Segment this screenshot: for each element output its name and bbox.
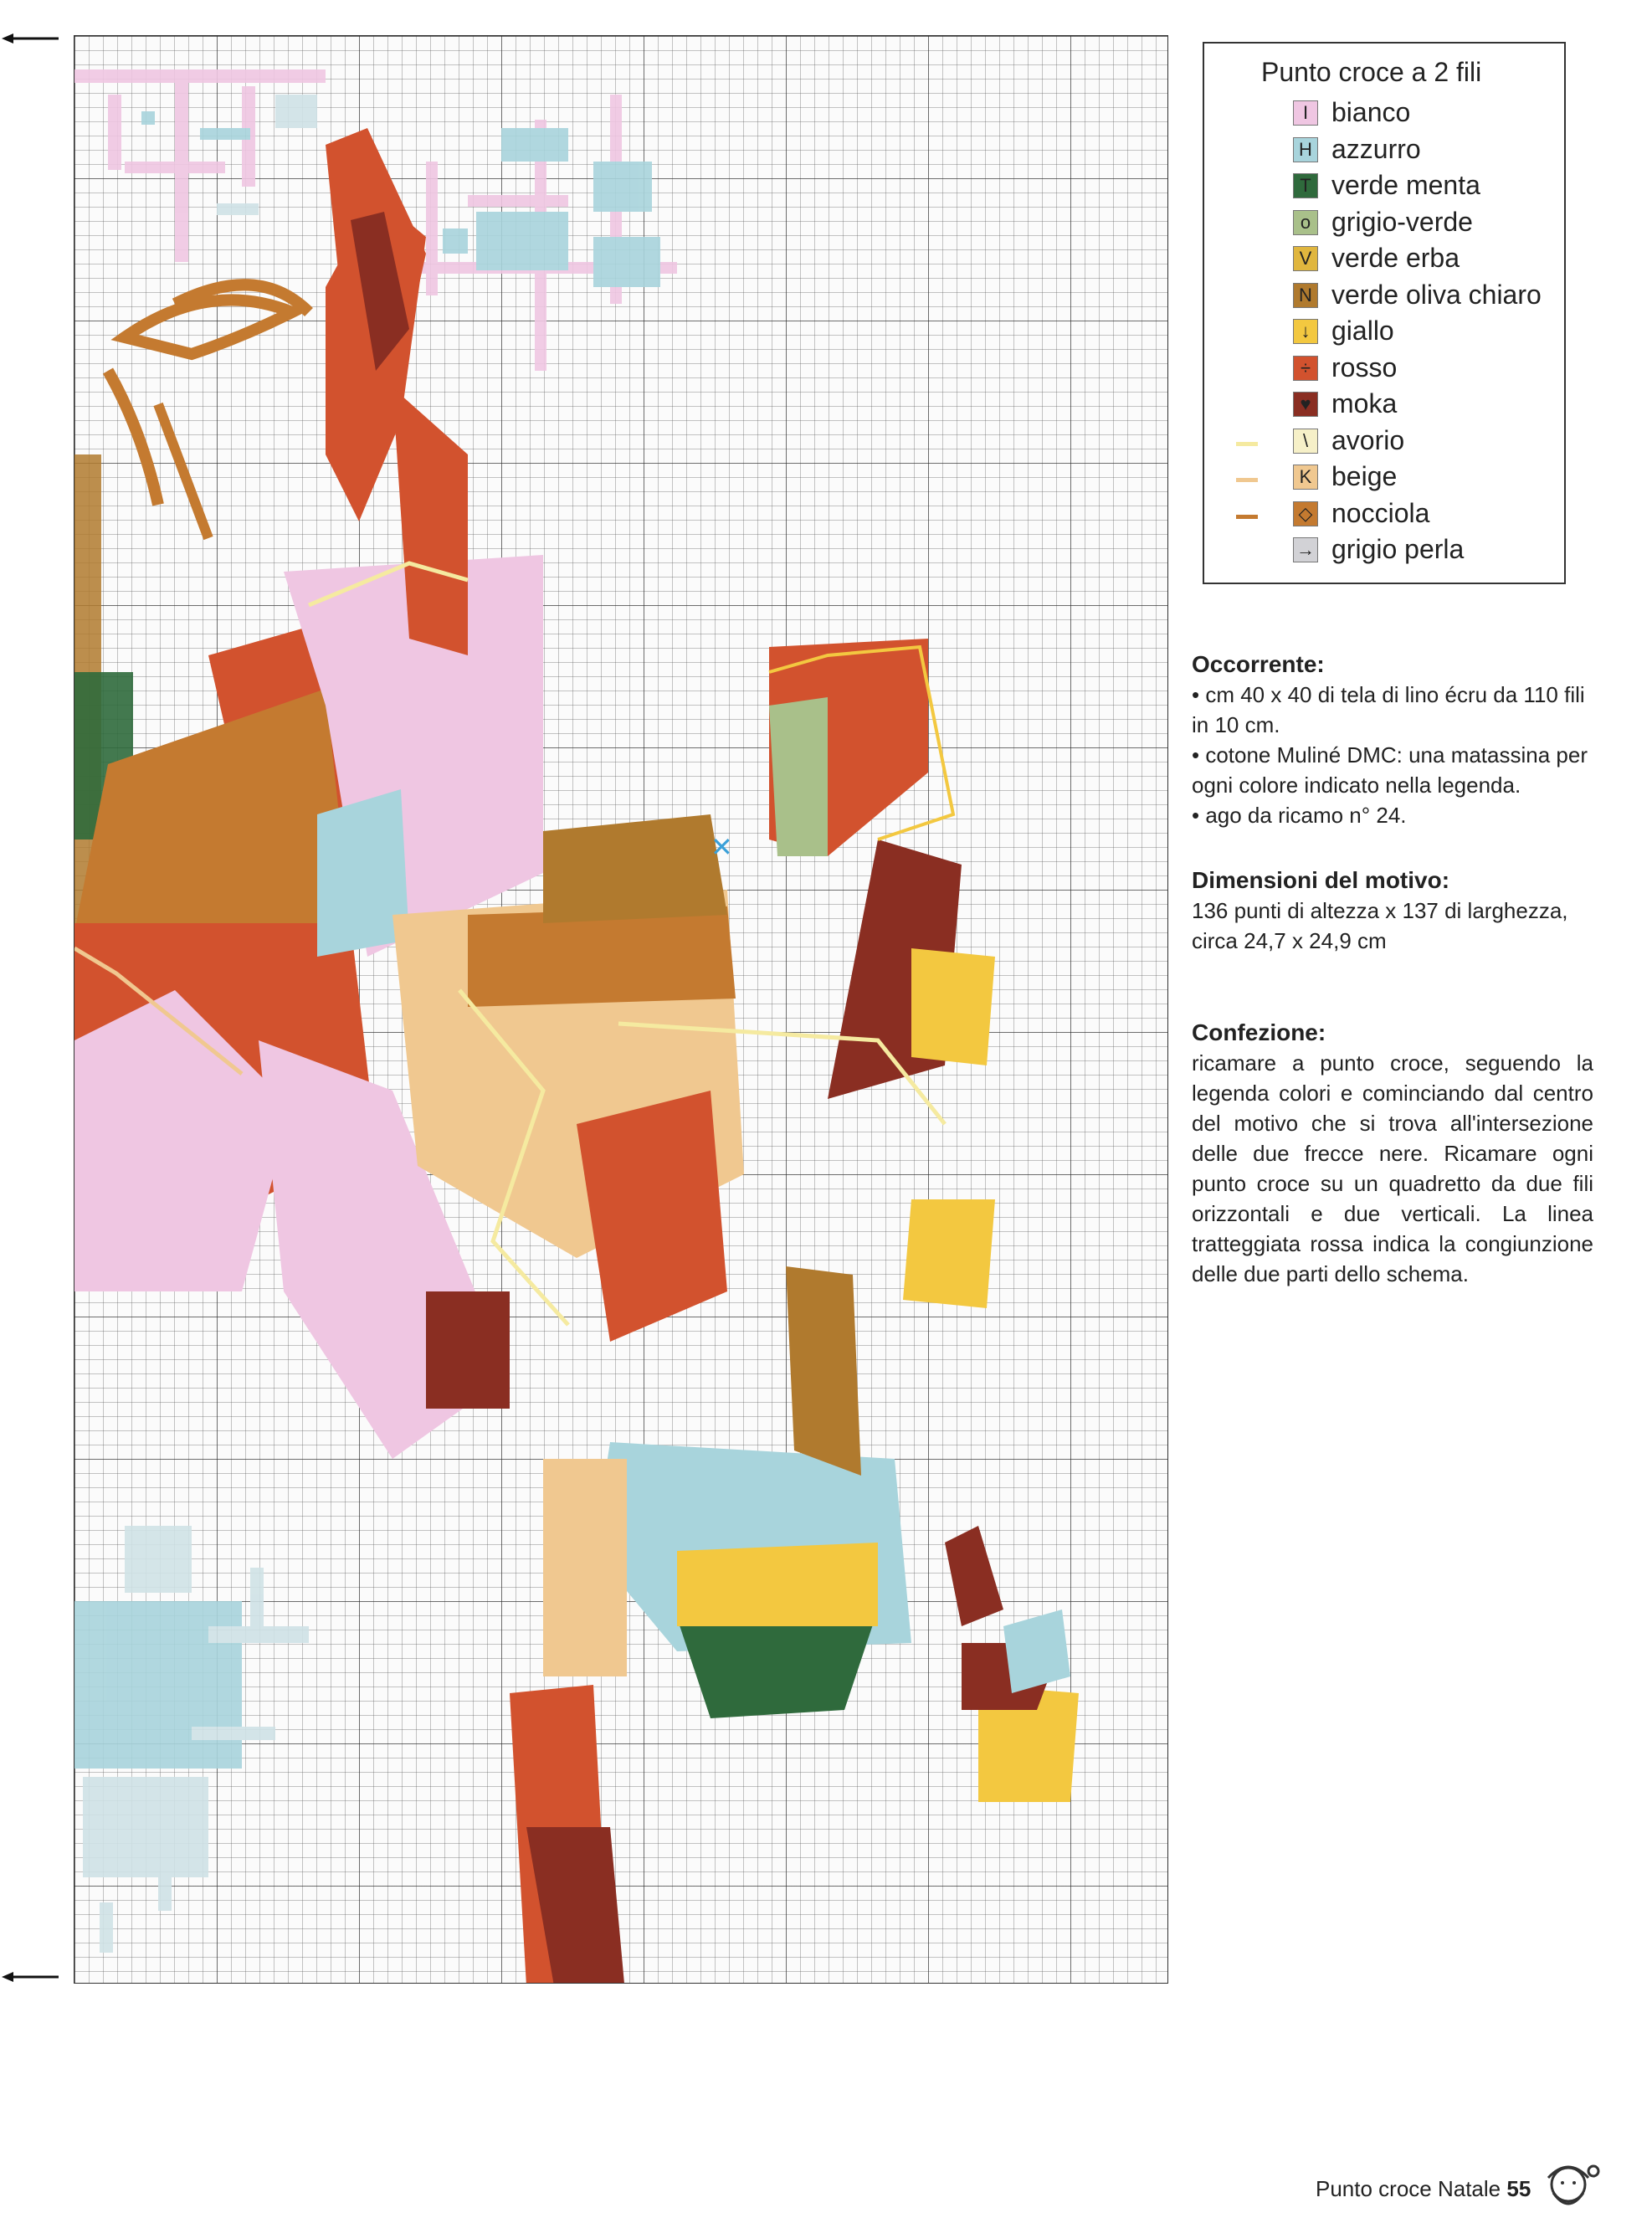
- legend-item: [1236, 388, 1562, 424]
- legend-label: verde menta: [1331, 170, 1480, 200]
- snowflake-top-right: [401, 95, 677, 371]
- legend-item: [1236, 243, 1562, 278]
- page-number: 55: [1506, 2176, 1531, 2201]
- legend-label: verde oliva chiaro: [1331, 279, 1542, 310]
- materials-item-1: • cm 40 x 40 di tela di lino écru da 110 fili in 10 cm.: [1192, 682, 1585, 737]
- legend-item: [1236, 170, 1562, 205]
- legend-label: giallo: [1331, 316, 1394, 346]
- cross-stitch-chart: [74, 35, 1168, 1984]
- legend-line-swatch: [1236, 515, 1258, 519]
- snowflake-top-left: [74, 69, 326, 262]
- legend-item: [1236, 498, 1562, 533]
- dimensions-section: [1192, 865, 1593, 956]
- footer-title: Punto croce Natale: [1316, 2176, 1501, 2201]
- dimensions-heading: Dimensioni del motivo:: [1192, 867, 1450, 893]
- ornament-bow: [108, 285, 309, 538]
- center-arrow-bottom-icon: [2, 1970, 60, 1984]
- legend-swatch: I: [1293, 100, 1318, 126]
- legend-item: [1236, 280, 1562, 315]
- legend-label: rosso: [1331, 352, 1398, 382]
- legend-item: [1236, 461, 1562, 496]
- legend-line-swatch: [1236, 442, 1258, 446]
- instructions-section: [1192, 1018, 1593, 1289]
- legend-item: [1236, 534, 1562, 569]
- legend-item: [1236, 316, 1562, 351]
- legend-label: bianco: [1331, 97, 1411, 127]
- legend-swatch: o: [1293, 210, 1318, 235]
- legend-swatch: ↓: [1293, 319, 1318, 344]
- legend-item: [1236, 207, 1562, 242]
- legend-swatch: K: [1293, 465, 1318, 490]
- materials-item-2: • cotone Muliné DMC: una matassina per ogni colore indicato nella legenda.: [1192, 742, 1588, 798]
- legend-label: moka: [1331, 388, 1398, 418]
- page-footer: [1316, 2176, 1531, 2202]
- legend-item: [1236, 425, 1562, 460]
- legend-title: Punto croce a 2 fili: [1261, 57, 1482, 87]
- legend-swatch: ◇: [1293, 501, 1318, 526]
- instructions-heading: Confezione:: [1192, 1019, 1326, 1045]
- dimensions-text: 136 punti di altezza x 137 di larghezza, circa 24,7 x 24,9 cm: [1192, 898, 1568, 953]
- instructions-text: ricamare a punto croce, seguendo la legenda colori e cominciando dal centro del motivo che si trova all'intersezione delle due frecce nere. Ricamare ogni punto croce su un quadretto da due fili orizzontali e due verticali. La linea tratteggiata rossa indica la congiunzione delle due parti dello schema.: [1192, 1050, 1593, 1286]
- legend-swatch: →: [1293, 537, 1318, 562]
- legend-label: grigio perla: [1331, 534, 1465, 564]
- legend-line-swatch: [1236, 478, 1258, 482]
- legend-swatch: N: [1293, 283, 1318, 308]
- legend-label: beige: [1331, 461, 1398, 491]
- legend-item: [1236, 134, 1562, 169]
- legend-label: verde erba: [1331, 243, 1460, 273]
- legend-swatch: H: [1293, 137, 1318, 162]
- legend-label: avorio: [1331, 424, 1405, 455]
- materials-section: [1192, 649, 1593, 830]
- snowflake-bottom-left: [74, 1526, 309, 1953]
- legend-label: grigio-verde: [1331, 206, 1473, 237]
- materials-item-3: • ago da ricamo n° 24.: [1192, 803, 1407, 828]
- center-mark-icon: ✕: [711, 831, 733, 863]
- legend-swatch: \: [1293, 429, 1318, 454]
- santa-face-icon: [1535, 2156, 1605, 2215]
- chart-motif: [74, 36, 1167, 1983]
- legend-swatch: ÷: [1293, 356, 1318, 381]
- center-arrow-top-icon: [2, 32, 60, 45]
- legend-swatch: T: [1293, 173, 1318, 198]
- legend-swatch: V: [1293, 246, 1318, 271]
- legend-label: nocciola: [1331, 497, 1430, 528]
- materials-heading: Occorrente:: [1192, 651, 1325, 677]
- legend-item: [1236, 97, 1562, 132]
- legend-label: azzurro: [1331, 133, 1421, 164]
- legend-item: [1236, 352, 1562, 388]
- legend-swatch: ♥: [1293, 392, 1318, 417]
- color-legend: [1203, 42, 1566, 584]
